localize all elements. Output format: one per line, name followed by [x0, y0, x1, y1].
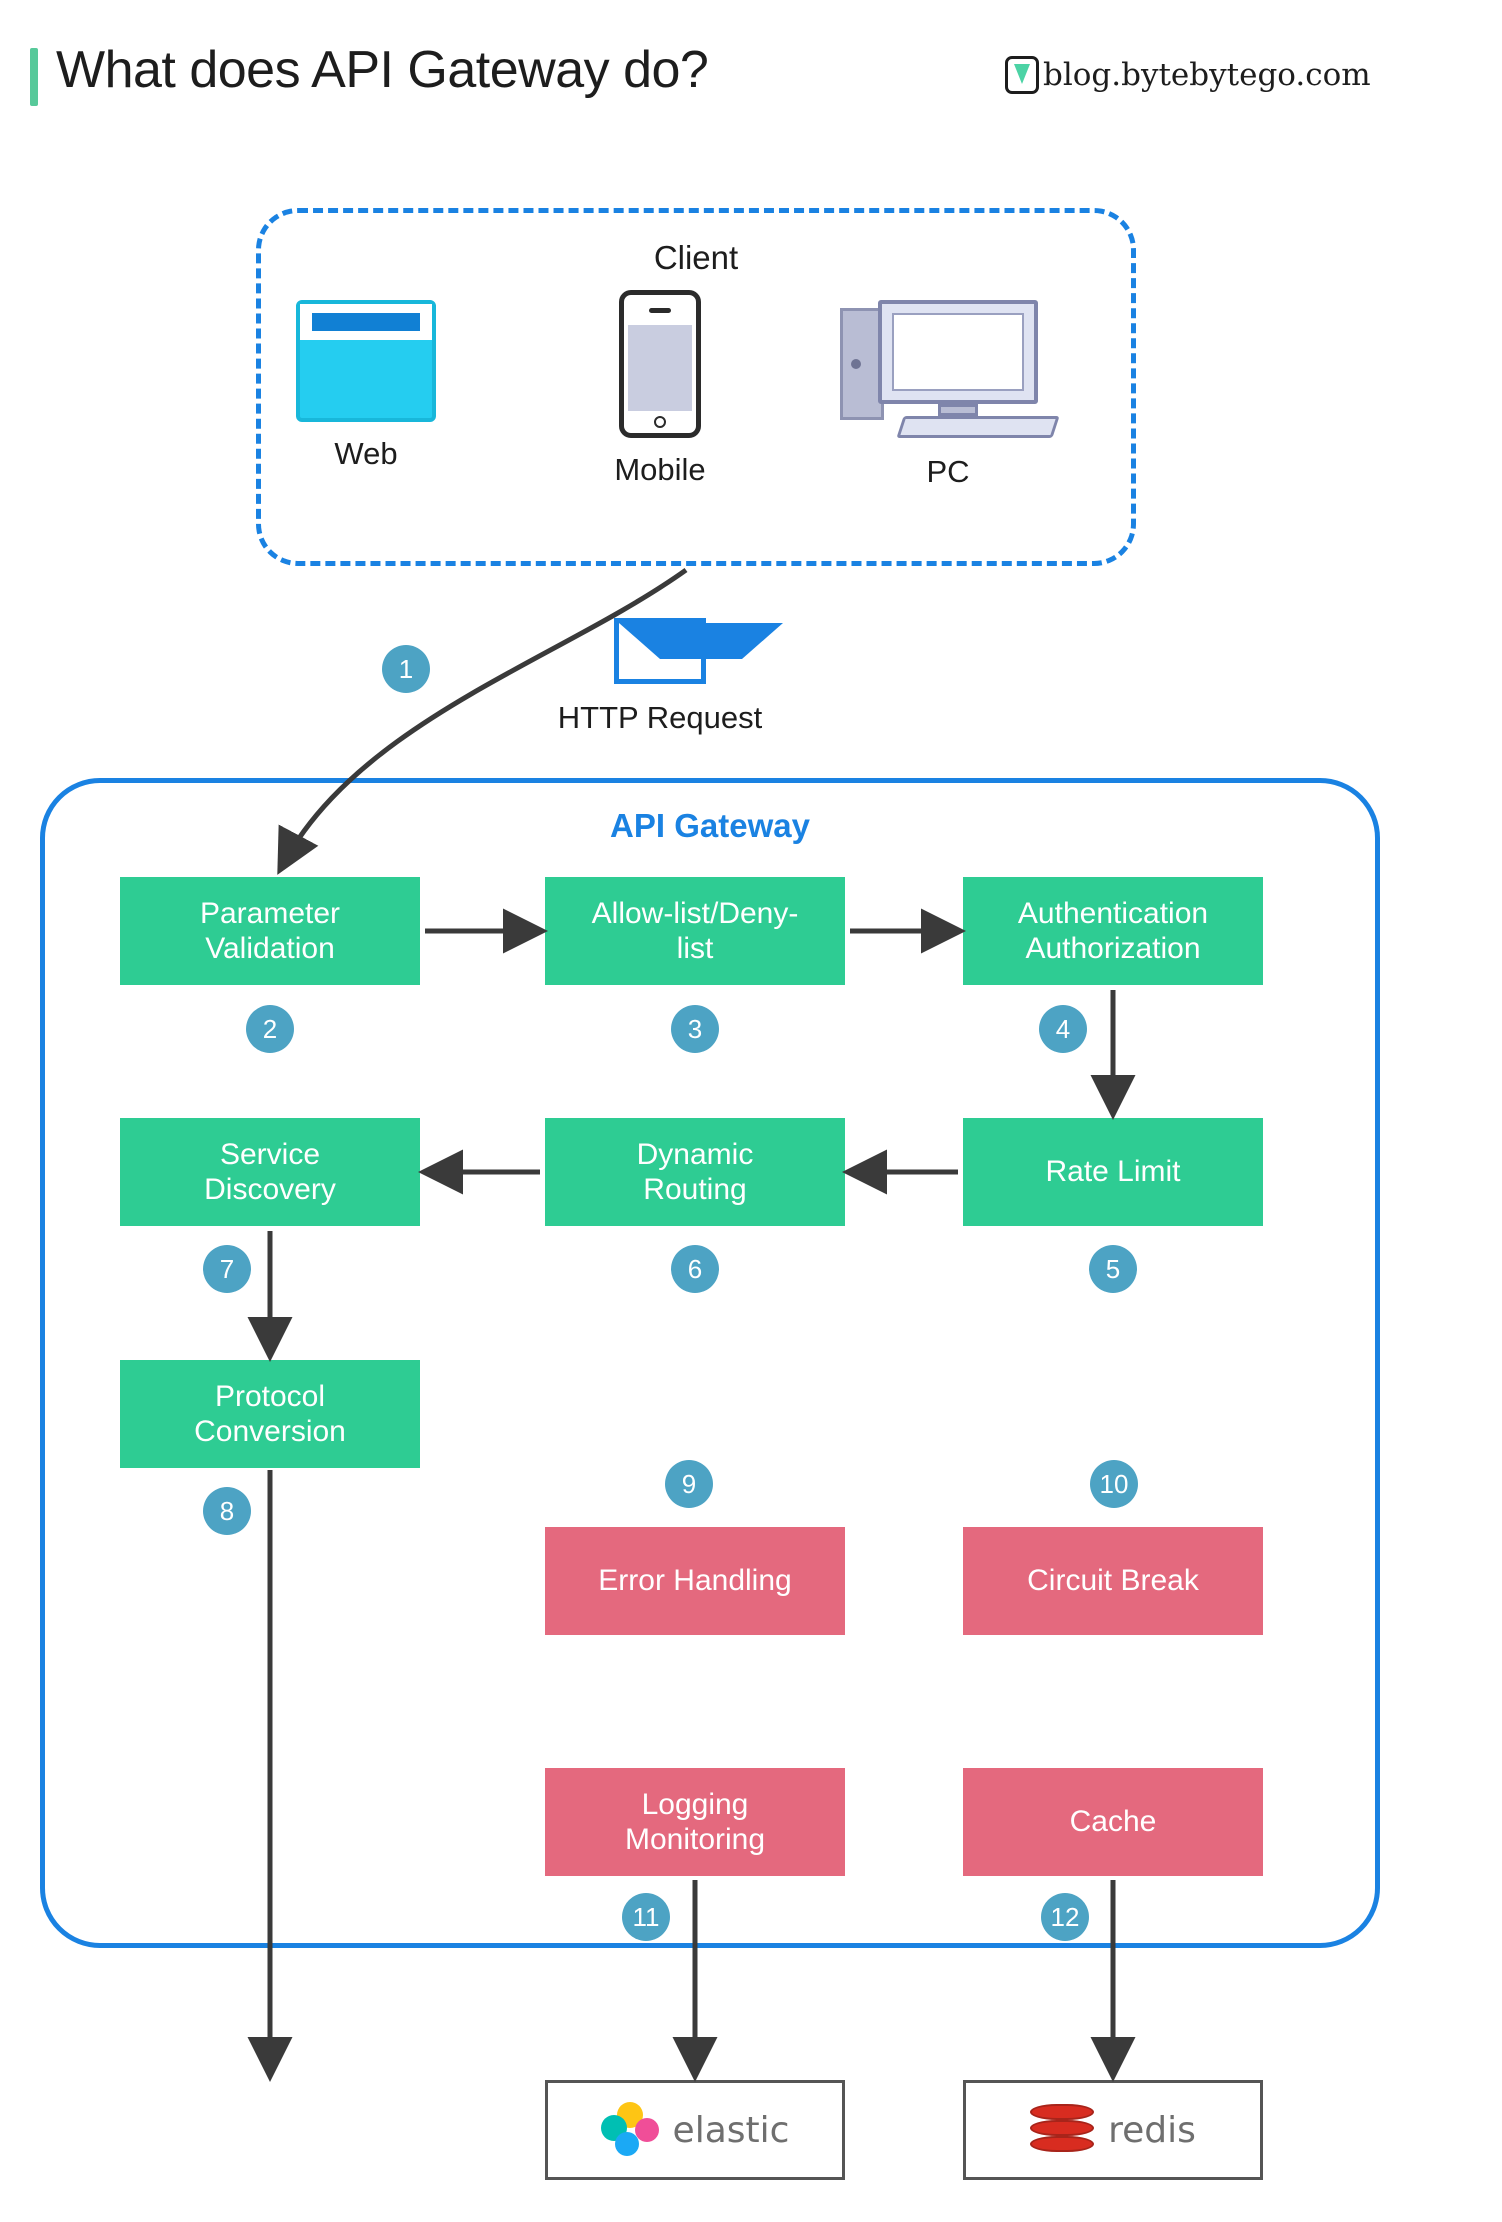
stage-line: Monitoring: [624, 1823, 766, 1856]
stage-rate-limit[interactable]: [963, 1118, 1263, 1226]
stage-line: Conversion: [194, 1415, 346, 1448]
step-badge-1: 1: [382, 645, 430, 693]
stage-line: Rate Limit: [1045, 1155, 1181, 1189]
step-badge-6: 6: [671, 1245, 719, 1293]
brand-url: blog.bytebytego.com: [1043, 57, 1371, 93]
client-caption-mobile: Mobile: [614, 452, 706, 487]
stage-protocol-conversion[interactable]: [120, 1360, 420, 1468]
step-badge-12: 12: [1041, 1893, 1089, 1941]
api-gateway-title: API Gateway: [610, 807, 810, 844]
http-request-group: [520, 618, 800, 736]
stage-dynamic-routing[interactable]: [545, 1118, 845, 1226]
stage-line: Service: [219, 1137, 321, 1171]
stage-line: Validation: [205, 932, 335, 965]
target-redis[interactable]: [963, 2080, 1263, 2180]
target-label-elastic: elastic: [672, 2109, 790, 2151]
redis-logo-icon: [1030, 2104, 1094, 2156]
client-group-label: Client: [653, 239, 739, 276]
step-badge-7: 7: [203, 1245, 251, 1293]
stage-cache[interactable]: [963, 1768, 1263, 1876]
stage-line: Dynamic: [636, 1137, 754, 1171]
client-node-web: [276, 300, 456, 472]
step-badge-2: 2: [246, 1005, 294, 1053]
stage-line: Error Handling: [598, 1564, 792, 1598]
step-badge-10: 10: [1090, 1460, 1138, 1508]
step-badge-3: 3: [671, 1005, 719, 1053]
stage-allow-deny-list[interactable]: [545, 877, 845, 985]
desktop-computer-icon: [840, 300, 1056, 440]
stage-line: Logging: [641, 1787, 749, 1821]
step-badge-11: 11: [622, 1893, 670, 1941]
bytebytego-logo-icon: [1005, 56, 1039, 94]
stage-line: Discovery: [204, 1173, 336, 1206]
stage-line: Protocol: [214, 1379, 326, 1413]
client-caption-web: Web: [334, 436, 398, 471]
client-node-mobile: [570, 290, 750, 488]
stage-line: Authentication: [1017, 896, 1209, 930]
stage-parameter-validation[interactable]: [120, 877, 420, 985]
page-title: What does API Gateway do?: [56, 41, 709, 99]
step-badge-5: 5: [1089, 1245, 1137, 1293]
stage-line: Authorization: [1025, 932, 1201, 965]
step-badge-4: 4: [1039, 1005, 1087, 1053]
stage-line: Parameter: [199, 896, 341, 930]
stage-line: Allow-list/Deny-: [591, 896, 799, 930]
stage-authentication-authorization[interactable]: [963, 877, 1263, 985]
browser-window-icon: [296, 300, 436, 422]
step-badge-8: 8: [203, 1487, 251, 1535]
elastic-logo-icon: [601, 2102, 659, 2158]
stage-line: list: [676, 932, 714, 965]
envelope-icon: [614, 618, 706, 684]
stage-line: Circuit Break: [1027, 1564, 1199, 1598]
stage-service-discovery[interactable]: [120, 1118, 420, 1226]
target-elastic[interactable]: [545, 2080, 845, 2180]
http-request-label: HTTP Request: [557, 700, 763, 735]
stage-line: Cache: [1069, 1805, 1157, 1839]
brand: [1005, 56, 1371, 94]
stage-error-handling[interactable]: [545, 1527, 845, 1635]
step-badge-9: 9: [665, 1460, 713, 1508]
target-label-redis: redis: [1108, 2109, 1196, 2151]
client-caption-pc: PC: [926, 454, 970, 489]
stage-line: Routing: [643, 1173, 747, 1206]
stage-circuit-break[interactable]: [963, 1527, 1263, 1635]
title-accent-bar: [30, 48, 38, 106]
stage-logging-monitoring[interactable]: [545, 1768, 845, 1876]
client-node-pc: [840, 300, 1056, 490]
target-label-microservices: Microservices: [184, 2114, 356, 2145]
smartphone-icon: [619, 290, 701, 438]
target-microservices[interactable]: [120, 2080, 420, 2180]
header: [30, 40, 1470, 120]
